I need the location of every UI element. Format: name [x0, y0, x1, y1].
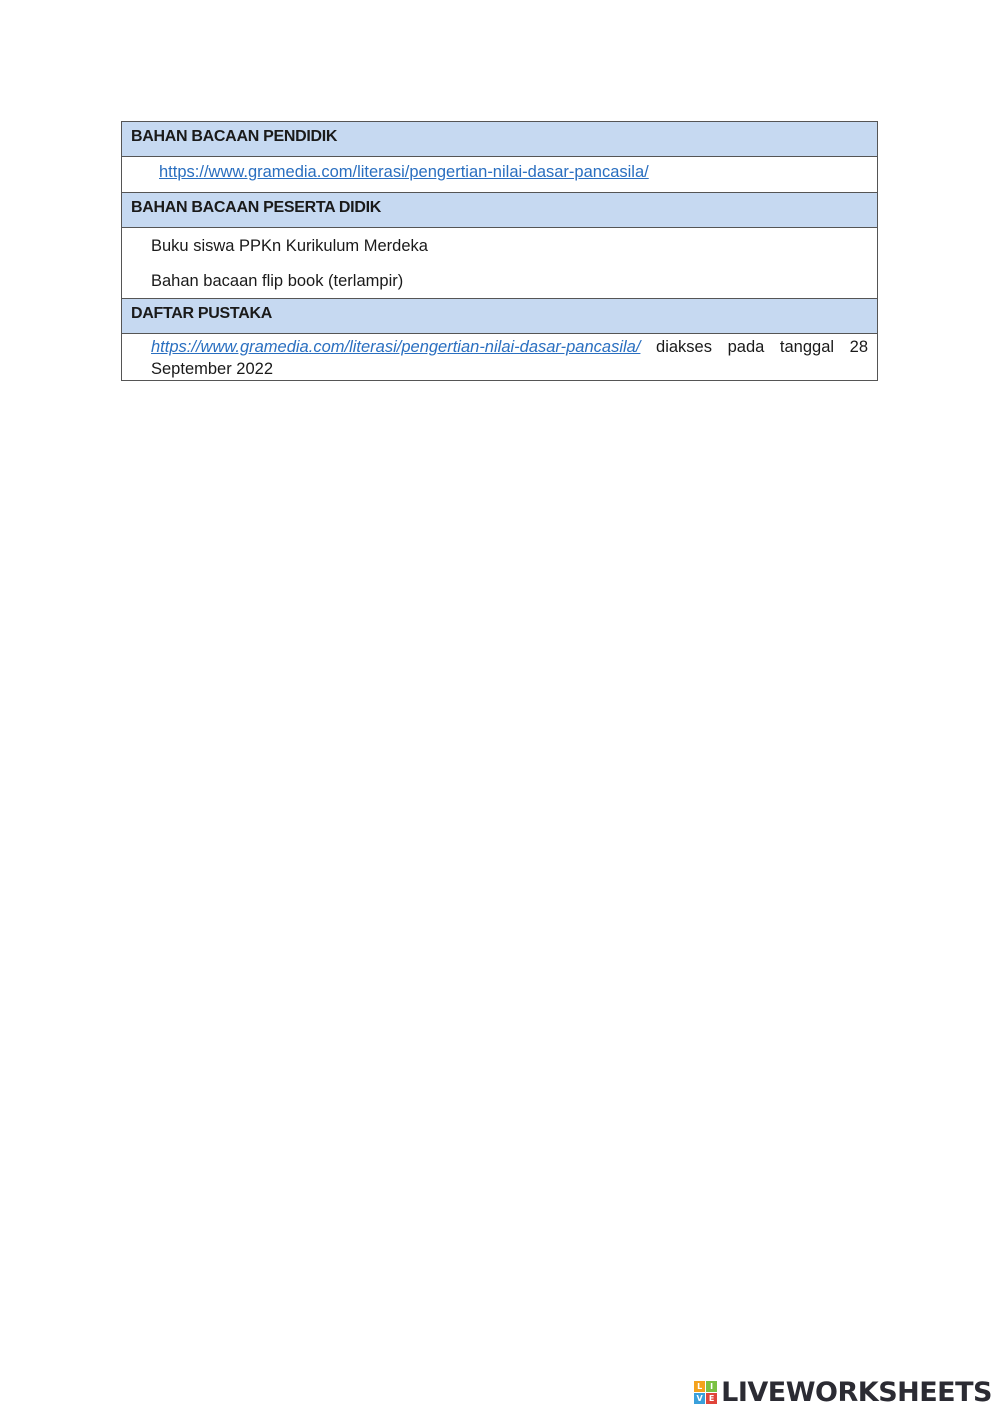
section-body-daftar-pustaka — [122, 334, 877, 380]
references-table — [121, 121, 878, 381]
section-title: BAHAN BACAAN PESERTA DIDIK — [131, 199, 381, 216]
section-body-bahan-bacaan-peserta-didik — [122, 228, 877, 299]
section-header-daftar-pustaka — [122, 299, 877, 334]
gramedia-link[interactable]: https://www.gramedia.com/literasi/pengertian-nilai-dasar-pancasila/ — [159, 163, 649, 181]
reading-item: Buku siswa PPKn Kurikulum Merdeka — [151, 237, 428, 255]
watermark-text: LIVEWORKSHEETS — [721, 1376, 992, 1408]
logo-letter: E — [706, 1393, 717, 1404]
logo-letter: I — [706, 1381, 717, 1392]
logo-letter: V — [694, 1393, 705, 1404]
section-title: DAFTAR PUSTAKA — [131, 305, 272, 322]
section-body-bahan-bacaan-pendidik — [122, 157, 877, 193]
reading-item: Bahan bacaan flip book (terlampir) — [151, 272, 404, 290]
logo-letter: L — [694, 1381, 705, 1392]
reference-access-date: diakses pada tanggal 28 September 2022 — [151, 338, 868, 378]
section-title: BAHAN BACAAN PENDIDIK — [131, 128, 338, 145]
reference-link[interactable]: https://www.gramedia.com/literasi/pengertian-nilai-dasar-pancasila/ — [151, 338, 641, 356]
section-header-bahan-bacaan-pendidik — [122, 122, 877, 157]
section-header-bahan-bacaan-peserta-didik — [122, 193, 877, 228]
liveworksheets-watermark — [694, 1375, 992, 1409]
liveworksheets-logo-icon — [694, 1381, 717, 1404]
